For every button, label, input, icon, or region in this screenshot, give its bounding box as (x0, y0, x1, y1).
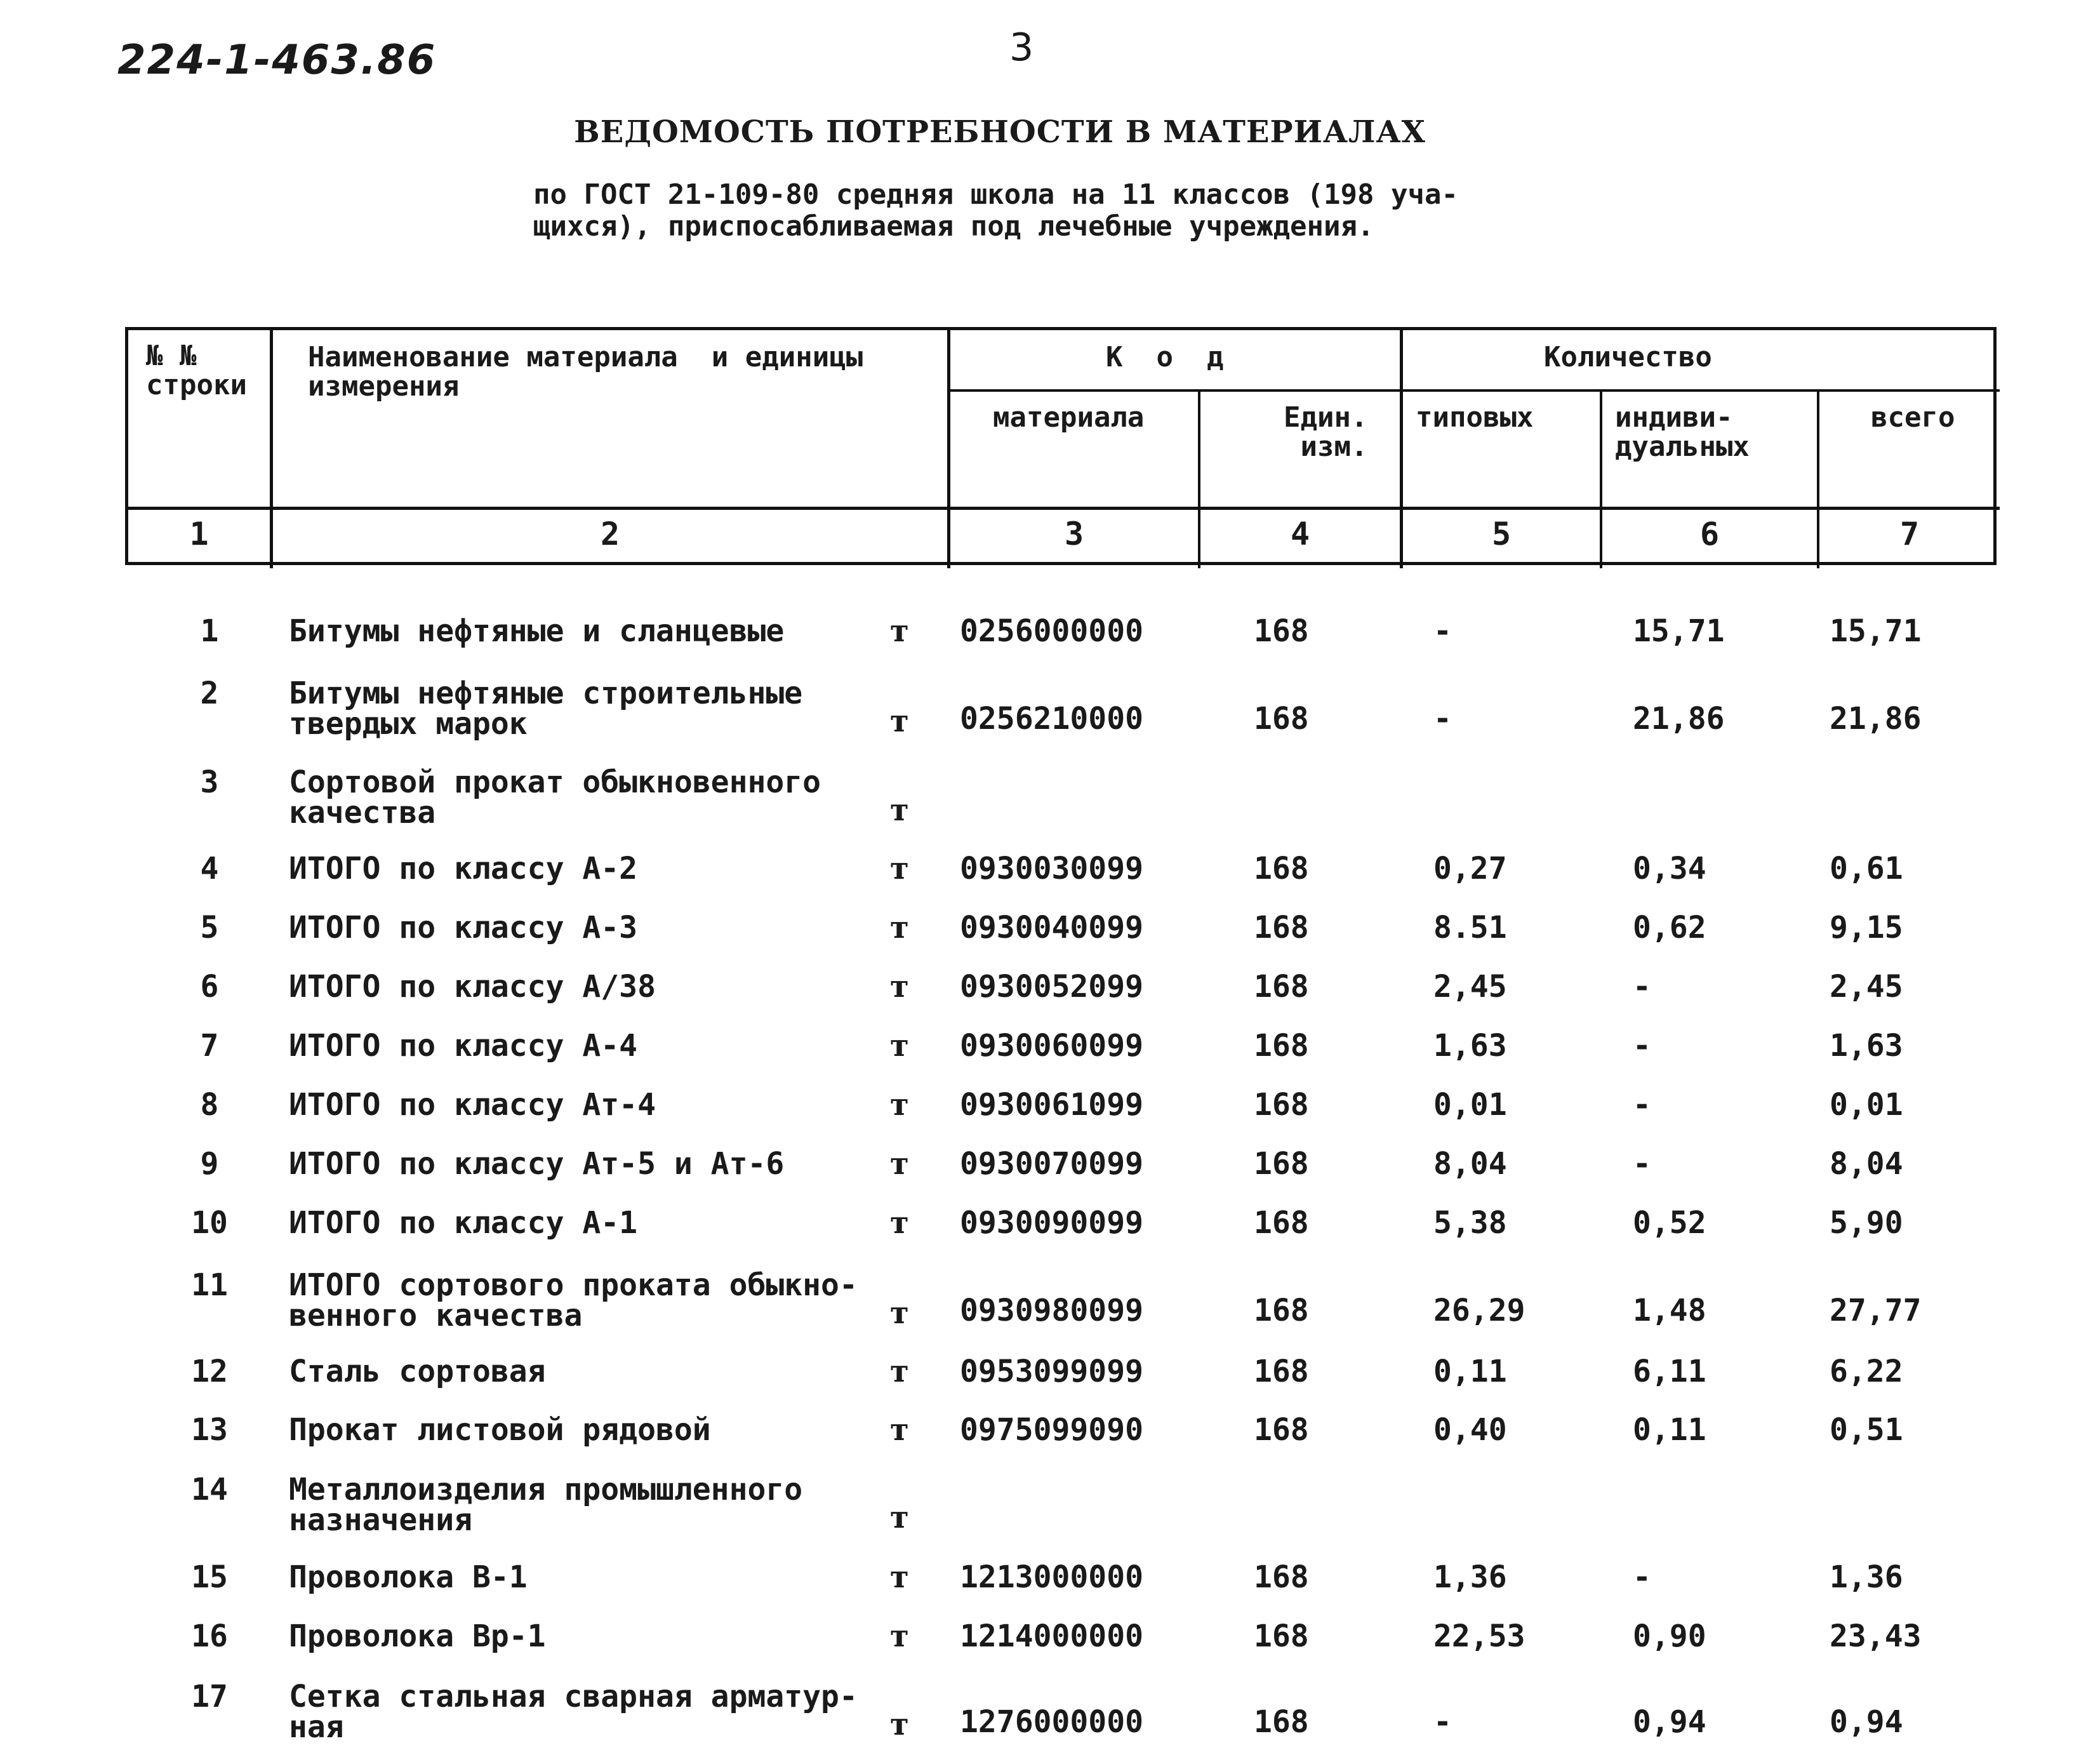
unit-code: 168 (1254, 701, 1309, 737)
qty-total: 0,94 (1830, 1704, 1903, 1740)
unit: т (890, 613, 909, 649)
qty-total: 15,71 (1830, 613, 1922, 649)
material-code: 0930980099 (960, 1293, 1143, 1328)
qty-typical: 5,38 (1433, 1205, 1507, 1241)
row-number: 7 (200, 1028, 219, 1064)
qty-individual: 0,62 (1633, 910, 1706, 945)
qty-typical: 22,53 (1433, 1619, 1525, 1654)
material-code: 0930070099 (960, 1146, 1143, 1182)
row-number: 14 (191, 1472, 228, 1507)
material-code: 1276000000 (960, 1704, 1143, 1740)
unit: т (890, 1354, 909, 1389)
row-number: 16 (191, 1619, 228, 1654)
qty-total: 0,01 (1830, 1087, 1903, 1123)
qty-typical: 8,04 (1433, 1146, 1507, 1182)
row-number: 9 (200, 1146, 219, 1182)
qty-total: 6,22 (1830, 1354, 1903, 1389)
material-code: 0930060099 (960, 1028, 1143, 1064)
header-qty-individual: индиви- дуальных (1615, 401, 1750, 463)
unit: т (890, 910, 909, 945)
row-number: 4 (200, 851, 219, 886)
qty-total: 9,15 (1830, 910, 1903, 945)
unit: т (890, 1500, 909, 1535)
qty-total: 23,43 (1830, 1619, 1922, 1654)
qty-typical: - (1433, 701, 1452, 737)
row-number: 2 (200, 676, 219, 711)
qty-typical: 0,27 (1433, 851, 1507, 886)
unit: т (890, 851, 909, 886)
material-code: 0930052099 (960, 969, 1143, 1004)
qty-individual: 6,11 (1633, 1354, 1706, 1389)
header-row-number: № № строки (146, 340, 247, 401)
row-number: 1 (200, 613, 219, 649)
row-number: 3 (200, 764, 219, 800)
unit-code: 168 (1254, 613, 1309, 649)
material-code: 0930061099 (960, 1087, 1143, 1123)
qty-total: 8,04 (1830, 1146, 1903, 1182)
unit: т (890, 704, 909, 739)
qty-total: 1,63 (1830, 1028, 1903, 1064)
unit: т (890, 1087, 909, 1123)
material-name: ИТОГО по классу А-3 (289, 910, 638, 945)
row-number: 5 (200, 910, 219, 945)
qty-typical: 8.51 (1433, 910, 1507, 945)
unit-code: 168 (1254, 1559, 1309, 1595)
material-name: ИТОГО по классу Ат-4 (289, 1087, 656, 1123)
unit: т (890, 1559, 909, 1595)
qty-typical: 26,29 (1433, 1293, 1525, 1328)
material-code: 1213000000 (960, 1559, 1143, 1595)
material-name: ИТОГО по классу А-1 (289, 1205, 638, 1241)
header-code-material: материала (993, 401, 1145, 434)
unit-code: 168 (1254, 851, 1309, 886)
qty-total: 1,36 (1830, 1559, 1903, 1595)
qty-total: 2,45 (1830, 969, 1903, 1004)
qty-individual: 0,52 (1633, 1205, 1706, 1241)
unit-code: 168 (1254, 1704, 1309, 1740)
unit-code: 168 (1254, 969, 1309, 1004)
column-number: 6 (1699, 516, 1720, 552)
material-code: 0975099090 (960, 1412, 1143, 1448)
unit: т (890, 792, 909, 828)
qty-individual: 0,34 (1633, 851, 1706, 886)
unit: т (890, 1619, 909, 1654)
material-code: 1214000000 (960, 1619, 1143, 1654)
material-name: Битумы нефтяные и сланцевые (289, 613, 785, 649)
column-number: 3 (1064, 516, 1084, 552)
qty-individual: 0,94 (1633, 1704, 1706, 1740)
page-number: 3 (1009, 25, 1034, 70)
qty-typical: 2,45 (1433, 969, 1507, 1004)
qty-individual: 1,48 (1633, 1293, 1706, 1328)
qty-individual: - (1633, 1087, 1651, 1123)
document-subtitle: по ГОСТ 21-109-80 средняя школа на 11 классов (198 уча- щихся), приспосабливаемая под лечебные учреждения. (533, 178, 1458, 243)
qty-individual: - (1633, 1146, 1651, 1182)
unit-code: 168 (1254, 1619, 1309, 1654)
unit-code: 168 (1254, 910, 1309, 945)
header-divider (948, 389, 2000, 392)
material-code: 0256000000 (960, 613, 1143, 649)
qty-individual: 21,86 (1633, 701, 1725, 737)
qty-individual: 0,11 (1633, 1412, 1706, 1448)
unit: т (890, 1295, 909, 1331)
qty-typical: - (1433, 613, 1452, 649)
unit: т (890, 1146, 909, 1182)
row-number: 15 (191, 1559, 228, 1595)
material-name: Битумы нефтяные строительные твердых марок (289, 676, 803, 742)
qty-individual: 0,90 (1633, 1619, 1706, 1654)
unit-code: 168 (1254, 1354, 1309, 1389)
header-qty-typical: типовых (1416, 401, 1534, 434)
unit: т (890, 1707, 909, 1742)
material-name: Сталь сортовая (289, 1354, 546, 1389)
qty-total: 21,86 (1830, 701, 1922, 737)
header-divider (128, 507, 2000, 510)
header-quantity: Количество (1544, 341, 1712, 373)
material-name: Прокат листовой рядовой (289, 1412, 711, 1448)
material-code: 0256210000 (960, 701, 1143, 737)
material-name: Проволока В-1 (289, 1559, 528, 1595)
material-name: Металлоизделия промышленного назначения (289, 1472, 803, 1538)
header-material-name: Наименование материала и единицы измерения (308, 341, 863, 403)
qty-typical: 0,01 (1433, 1087, 1507, 1123)
qty-typical: 1,63 (1433, 1028, 1507, 1064)
material-name: ИТОГО по классу А-2 (289, 851, 638, 886)
column-number: 7 (1899, 516, 1920, 552)
column-number: 1 (189, 516, 209, 552)
material-code: 0930040099 (960, 910, 1143, 945)
row-number: 8 (200, 1087, 219, 1123)
header-qty-total: всего (1871, 401, 1955, 434)
unit-code: 168 (1254, 1412, 1309, 1448)
qty-total: 5,90 (1830, 1205, 1903, 1241)
unit-code: 168 (1254, 1205, 1309, 1241)
unit: т (890, 1205, 909, 1241)
row-number: 10 (191, 1205, 228, 1241)
row-number: 17 (191, 1679, 228, 1714)
unit: т (890, 1028, 909, 1064)
qty-total: 0,61 (1830, 851, 1903, 886)
qty-total: 0,51 (1830, 1412, 1903, 1448)
material-name: Сетка стальная сварная арматур- ная (289, 1679, 858, 1745)
qty-individual: - (1633, 1559, 1651, 1595)
row-number: 12 (191, 1354, 228, 1389)
material-name: Проволока Вр-1 (289, 1619, 546, 1654)
document-code: 224-1-463.86 (117, 37, 437, 84)
column-number: 2 (600, 516, 620, 552)
unit-code: 168 (1254, 1087, 1309, 1123)
unit-code: 168 (1254, 1146, 1309, 1182)
row-number: 13 (191, 1412, 228, 1448)
qty-total: 27,77 (1830, 1293, 1922, 1328)
header-code-unit: Един. изм. (1284, 401, 1368, 463)
qty-individual: - (1633, 969, 1651, 1004)
material-name: ИТОГО сортового проката обыкно- венного качества (289, 1267, 858, 1333)
unit-code: 168 (1254, 1028, 1309, 1064)
material-code: 0930090099 (960, 1205, 1143, 1241)
table-header (125, 327, 1997, 565)
column-number: 5 (1491, 516, 1512, 552)
qty-typical: 0,11 (1433, 1354, 1507, 1389)
material-name: Сортовой прокат обыкновенного качества (289, 764, 821, 831)
material-code: 0930030099 (960, 851, 1143, 886)
material-code: 0953099099 (960, 1354, 1143, 1389)
unit-code: 168 (1254, 1293, 1309, 1328)
material-name: ИТОГО по классу А-4 (289, 1028, 638, 1064)
column-number: 4 (1290, 516, 1310, 552)
unit: т (890, 1412, 909, 1448)
qty-typical: 0,40 (1433, 1412, 1507, 1448)
document-title: ВЕДОМОСТЬ ПОТРЕБНОСТИ В МАТЕРИАЛАХ (574, 114, 1426, 150)
qty-typical: - (1433, 1704, 1452, 1740)
header-code: К о д (1106, 341, 1224, 373)
material-name: ИТОГО по классу А/38 (289, 969, 656, 1004)
qty-individual: 15,71 (1633, 613, 1725, 649)
unit: т (890, 969, 909, 1004)
material-name: ИТОГО по классу Ат-5 и Ат-6 (289, 1146, 785, 1182)
qty-typical: 1,36 (1433, 1559, 1507, 1595)
qty-individual: - (1633, 1028, 1651, 1064)
row-number: 6 (200, 969, 219, 1004)
row-number: 11 (191, 1267, 228, 1303)
